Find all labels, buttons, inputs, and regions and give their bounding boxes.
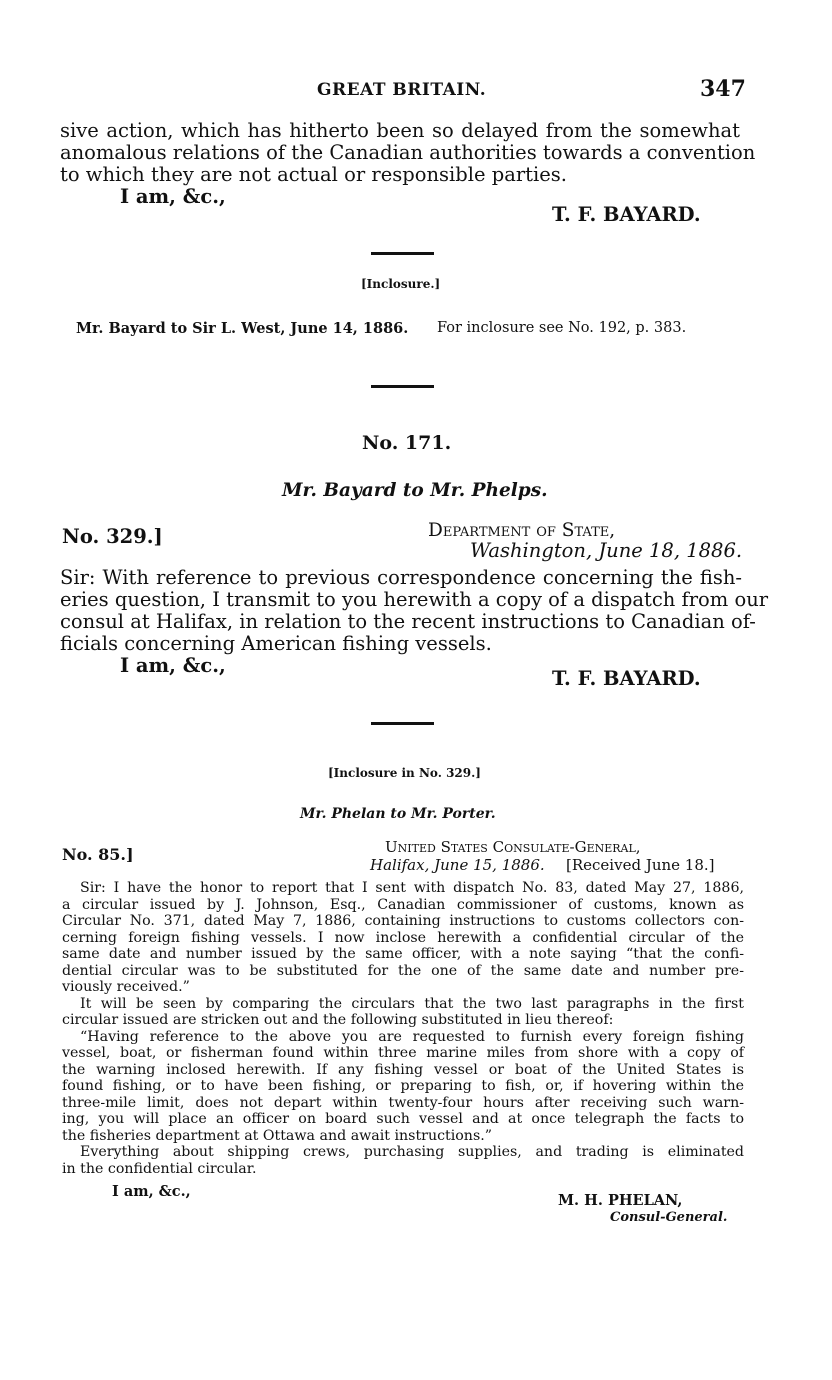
text-line: to which they are not actual or responsible parties. [60,163,567,186]
inclosure-title: Mr. Phelan to Mr. Porter. [300,806,496,822]
document-number: No. 171. [362,432,452,454]
section-divider [371,385,434,388]
text-line: ing, you will place an officer on board such vessel and at once telegraph the facts to [62,1111,744,1127]
signature: T. F. BAYARD. [552,203,701,226]
text-line: “Having reference to the above you are requested to furnish every foreign fishing [80,1028,744,1045]
text-line: the warning inclosed herewith. If any fishing vessel or boat of the United States is [62,1061,744,1078]
closing-phrase: I am, &c., [120,185,226,208]
place-date: Halifax, June 15, 1886. [370,856,545,874]
text-line: found fishing, or to have been fishing, or preparing to fish, or, if hovering within the [62,1078,744,1094]
inclosure-body [62,880,744,1177]
text-line: three-mile limit, does not depart within twenty-four hours after receiving such warn- [62,1094,744,1111]
closing-phrase: I am, &c., [120,654,226,677]
text-line: vessel, boat, or fisherman found within three marine miles from shore with a copy of [62,1045,744,1061]
department-line: Department of State, [428,520,616,541]
inclosure-note: For inclosure see No. 192, p. 383. [437,320,687,336]
text-line: Circular No. 371, dated May 7, 1886, containing instructions to customs collectors con- [62,913,744,929]
text-line: the fisheries department at Ottawa and await instructions.” [62,1127,492,1144]
text-line: ficials concerning American fishing vessels. [60,632,492,655]
dispatch-body [60,566,769,655]
closing-phrase: I am, &c., [112,1183,191,1200]
running-header-title: GREAT BRITAIN. [317,80,487,100]
text-line: same date and number issued by the same officer, with a note saying “that the confi- [62,946,744,962]
text-line: in the confidential circular. [62,1160,257,1177]
signature-title: Consul-General. [610,1210,728,1225]
inclosure-label: [Inclosure in No. 329.] [328,766,481,780]
dispatch-reference: No. 329.] [62,525,163,548]
text-line: viously received.” [62,979,190,995]
continuation-paragraph [60,119,756,186]
text-line: It will be seen by comparing the circulars that the two last paragraphs in the first [80,995,744,1012]
text-line: Sir: I have the honor to report that I sent with dispatch No. 83, dated May 27, 1886, [80,880,744,896]
text-line: anomalous relations of the Canadian authorities towards a convention [60,141,756,164]
document-title: Mr. Bayard to Mr. Phelps. [282,480,548,501]
signature: M. H. PHELAN, [558,1192,683,1209]
text-line: circular issued are stricken out and the following substituted in lieu thereof: [62,1012,614,1028]
text-line: Everything about shipping crews, purchasing supplies, and trading is eliminated [80,1144,744,1160]
page-number: 347 [700,76,746,102]
section-divider [371,722,434,725]
text-line: dential circular was to be substituted for the one of the same date and number pre- [62,962,744,979]
inclosure-label: [Inclosure.] [361,277,441,291]
signature: T. F. BAYARD. [552,667,701,690]
text-line: eries question, I transmit to you herewith a copy of a dispatch from our [60,588,769,611]
text-line: cerning foreign fishing vessels. I now inclose herewith a confidential circular of the [62,929,744,946]
place-date: Washington, June 18, 1886. [470,539,743,562]
text-line: sive action, which has hitherto been so delayed from the somewhat [60,119,740,142]
inclosure-reference: Mr. Bayard to Sir L. West, June 14, 1886. [76,320,409,337]
text-line: Sir: With reference to previous correspondence concerning the fish- [60,566,742,589]
text-line: a circular issued by J. Johnson, Esq., Canadian commissioner of customs, known as [62,896,744,913]
text-line: consul at Halifax, in relation to the recent instructions to Canadian of- [60,610,756,633]
consulate-line: United States Consulate-General, [385,838,641,856]
dispatch-reference: No. 85.] [62,845,134,864]
section-divider [371,252,434,255]
received-date: [Received June 18.] [566,856,715,874]
